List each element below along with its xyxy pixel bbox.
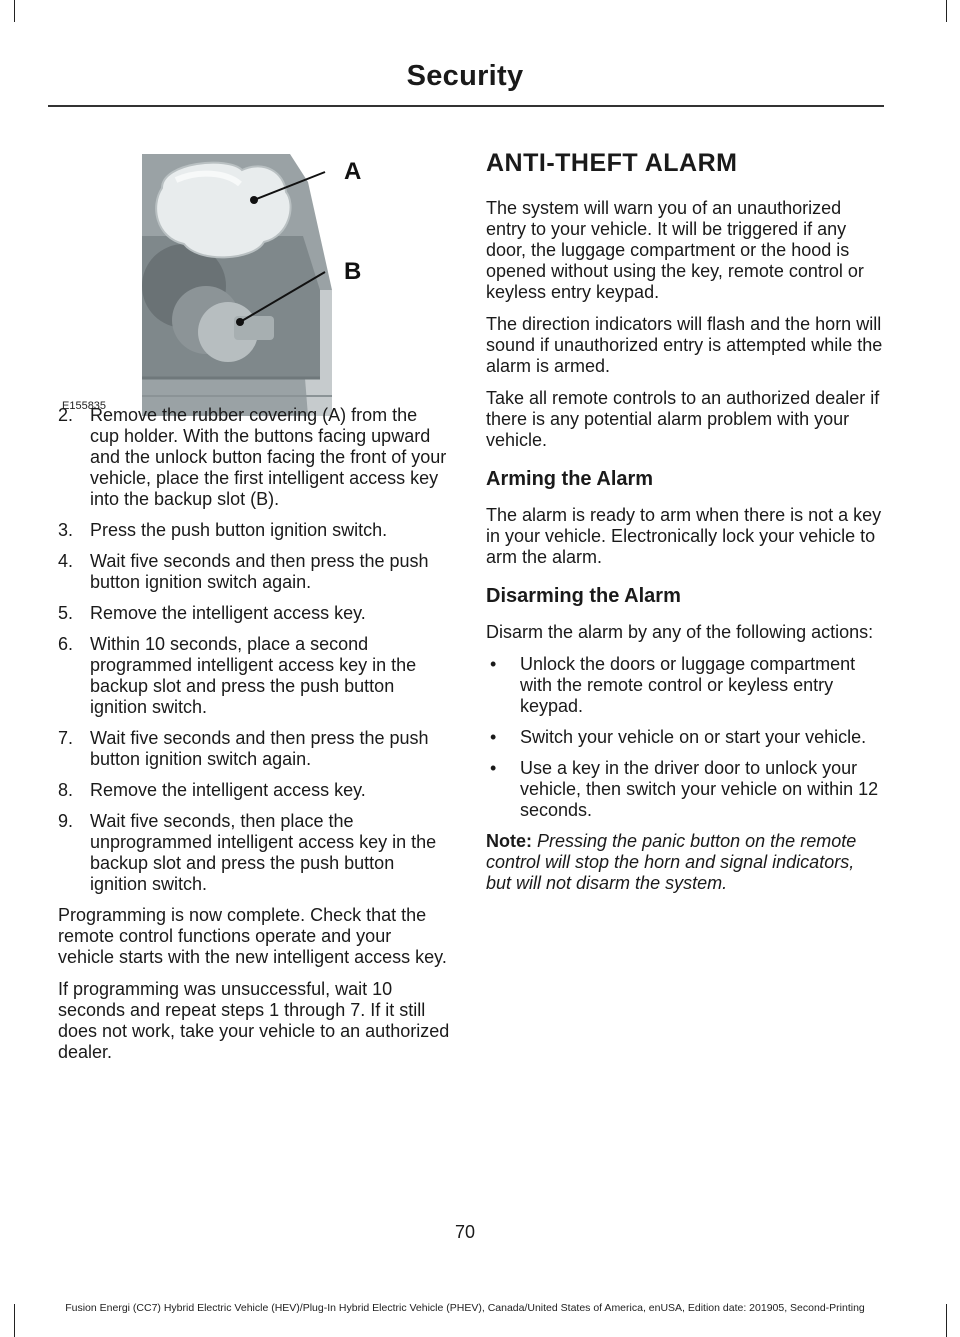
list-item xyxy=(486,727,884,748)
completion-paragraph: Programming is now complete. Check that the remote control functions operate and your vehicle starts with the new intelligent access key. xyxy=(58,905,447,967)
step-text: Remove the rubber covering (A) from the cup holder. With the buttons facing upward and the unlock button facing the front of your vehicle, place the first intelligent access key into the backup slot (B). xyxy=(90,405,447,509)
alarm-intro-paragraph: The system will warn you of an unauthorized entry to your vehicle. It will be triggered if any door, the luggage compartment or the hood is opened without using the key, remote control or keyless entry keypad. xyxy=(486,198,864,302)
bullet: • xyxy=(490,654,497,674)
note xyxy=(486,831,884,894)
step-number: 4. xyxy=(58,551,74,571)
disarming-intro: Disarm the alarm by any of the following actions: xyxy=(486,622,874,642)
step-text: Within 10 seconds, place a second programmed intelligent access key in the backup slot and press the push button ignition switch. xyxy=(90,634,417,717)
list-item xyxy=(58,728,450,770)
unsuccessful-paragraph: If programming was unsuccessful, wait 10 seconds and repeat steps 1 through 7. If it still does not work, take your vehicle to an authorized dealer. xyxy=(58,979,450,1062)
step-text: Wait five seconds and then press the push button ignition switch again. xyxy=(90,728,429,769)
step-text: Wait five seconds, then place the unprogrammed intelligent access key in the backup slot and press the push button ignition switch. xyxy=(90,811,437,894)
list-item xyxy=(58,780,450,801)
step-text: Wait five seconds and then press the push button ignition switch again. xyxy=(90,551,429,592)
note-text: Pressing the panic button on the remote control will stop the horn and signal indicators, but will not disarm the system. xyxy=(486,831,857,893)
step-number: 6. xyxy=(58,634,74,654)
step-number: 7. xyxy=(58,728,74,748)
alarm-dealer-paragraph: Take all remote controls to an authorized dealer if there is any potential alarm problem with your vehicle. xyxy=(486,388,880,450)
header-rule xyxy=(48,105,884,107)
crop-mark-top-left-v xyxy=(14,0,15,22)
programming-steps xyxy=(58,405,450,895)
crop-mark-bottom-right-v xyxy=(946,1304,947,1337)
cup-holder-figure xyxy=(58,140,388,416)
cup-holder-illustration xyxy=(58,140,388,416)
bullet: • xyxy=(490,727,497,747)
page-title: Security xyxy=(406,60,524,92)
note-label: Note: xyxy=(486,831,532,851)
footer-text: Fusion Energi (CC7) Hybrid Electric Vehicle (HEV)/Plug-In Hybrid Electric Vehicle (PHEV), Canada/United States of America, enUSA, Edition date: 201905, Second-Printing xyxy=(65,1302,865,1314)
arming-heading: Arming the Alarm xyxy=(486,468,654,490)
list-item xyxy=(486,654,884,717)
bullet-text: Unlock the doors or luggage compartment with the remote control or keyless entry keypad. xyxy=(520,654,856,716)
arming-paragraph: The alarm is ready to arm when there is not a key in your vehicle. Electronically lock your vehicle to arm the alarm. xyxy=(486,505,882,567)
list-item xyxy=(486,758,884,821)
step-text: Remove the intelligent access key. xyxy=(90,780,366,800)
bullet-text: Switch your vehicle on or start your vehicle. xyxy=(520,727,867,747)
step-text: Remove the intelligent access key. xyxy=(90,603,366,623)
list-item xyxy=(58,634,450,718)
list-item xyxy=(58,603,450,624)
bullet: • xyxy=(490,758,497,778)
list-item xyxy=(58,520,450,541)
step-number: 8. xyxy=(58,780,74,800)
step-number: 5. xyxy=(58,603,74,623)
step-text: Press the push button ignition switch. xyxy=(90,520,388,540)
alarm-indicators-paragraph: The direction indicators will flash and the horn will sound if unauthorized entry is attempted while the alarm is armed. xyxy=(486,314,883,376)
disarming-heading: Disarming the Alarm xyxy=(486,585,681,607)
left-column xyxy=(58,405,450,1074)
figure-id: E155835 xyxy=(62,400,107,412)
list-item xyxy=(58,405,450,510)
bullet-text: Use a key in the driver door to unlock your vehicle, then switch your vehicle on within 12 seconds. xyxy=(520,758,879,820)
figure-label-b: B xyxy=(344,258,362,285)
crop-mark-top-right-v xyxy=(946,0,947,22)
figure-label-a: A xyxy=(344,158,362,185)
list-item xyxy=(58,811,450,895)
list-item xyxy=(58,551,450,593)
disarm-actions-list xyxy=(486,654,884,821)
right-column xyxy=(486,148,884,894)
page-number: 70 xyxy=(454,1222,476,1242)
step-number: 9. xyxy=(58,811,74,831)
section-heading: ANTI-THEFT ALARM xyxy=(486,149,738,177)
step-number: 2. xyxy=(58,405,74,425)
step-number: 3. xyxy=(58,520,74,540)
